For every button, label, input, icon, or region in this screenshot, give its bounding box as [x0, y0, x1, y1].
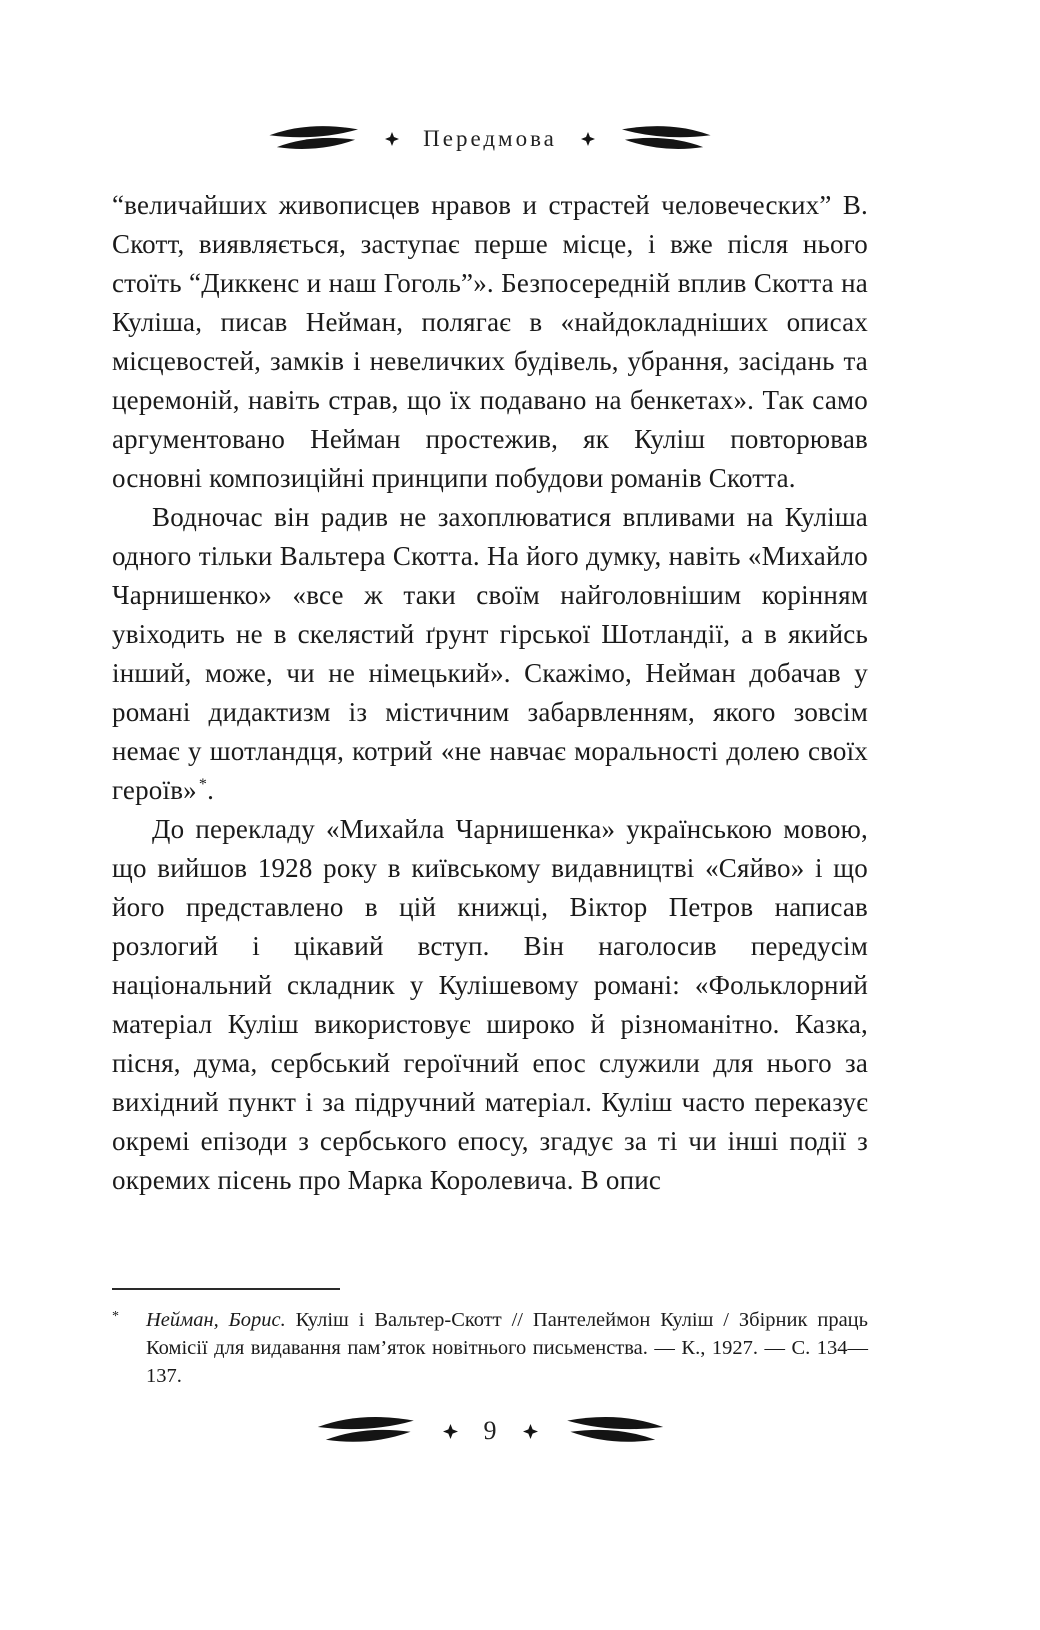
body-text [112, 186, 868, 1200]
paragraph-text: Водночас він радив не захоплюватися впливами на Куліша одного тільки Вальтера Скотта. На його думку, навіть «Михайло Чарнишенко» «все ж таки своїм найголовнішим корінням увіходить не в скелястий ґрунт гірської Шотландії, а в якийсь інший, може, чи не німецький». Скажімо, Нейман добачав у романі дидактизм із містичним забарвленням, якого зовсім немає у шотландця, котрий «не навчає моральності долею своїх героїв» [112, 502, 868, 805]
leaf-flourish-icon [619, 122, 715, 156]
leaf-flourish-icon [564, 1412, 668, 1450]
diamond-icon [523, 1424, 538, 1439]
paragraph [112, 498, 868, 810]
running-head [112, 122, 868, 156]
paragraph-text: “величайших живописцев нравов и страстей человеческих” В. Скотт, виявляється, заступає перше місце, і вже після нього стоїть “Диккенс и наш Гоголь”». Безпосередній вплив Скотта на Куліша, писав Нейман, полягає в «найдокладніших описах місцевостей, замків і невеличких будівель, убрання, засідань та церемоній, навіть страв, що їх подавано на бенкетах». Так само аргументовано Нейман простежив, як Куліш повторював основні композиційні принципи побудови романів Скотта. [112, 190, 868, 493]
footnote [112, 1288, 868, 1390]
leaf-flourish-icon [265, 122, 361, 156]
diamond-icon [385, 132, 399, 146]
footnote-citation: Куліш і Вальтер-Скотт // Пантелеймон Куліш / Збірник праць Комісії для видавання пам’яток новітнього письменства. — К., 1927. — С. 134—137. [146, 1309, 868, 1387]
leaf-flourish-icon [313, 1412, 417, 1450]
page-footer [112, 1412, 868, 1450]
page-number: 9 [483, 1416, 497, 1445]
footnote-author: Нейман, Борис. [146, 1309, 286, 1331]
footnote-divider [112, 1288, 340, 1290]
diamond-icon [443, 1424, 458, 1439]
chapter-title: Передмова [423, 126, 557, 151]
footnote-marker: * [112, 1309, 119, 1324]
paragraph-text: . [207, 775, 215, 805]
paragraph [112, 810, 868, 1200]
paragraph [112, 186, 868, 498]
diamond-icon [581, 132, 595, 146]
paragraph-text: До перекладу «Михайла Чарнишенка» українською мовою, що вийшов 1928 року в київському видавництві «Сяйво» і що його представлено в цій книжці, Віктор Петров написав розлогий і цікавий вступ. Він наголосив передусім національний складник у Кулішевому романі: «Фольклорний матеріал Куліш використовує широко й різноманітно. Казка, пісня, дума, сербський героїчний епос служили для нього за вихідний пункт і за підручний матеріал. Куліш часто переказує окремі епізоди з сербського епосу, згадує за ті чи інші події з окремих пісень про Марка Королевича. В опис [112, 814, 868, 1195]
footnote-text [146, 1306, 868, 1390]
footnote-reference: * [198, 776, 208, 793]
